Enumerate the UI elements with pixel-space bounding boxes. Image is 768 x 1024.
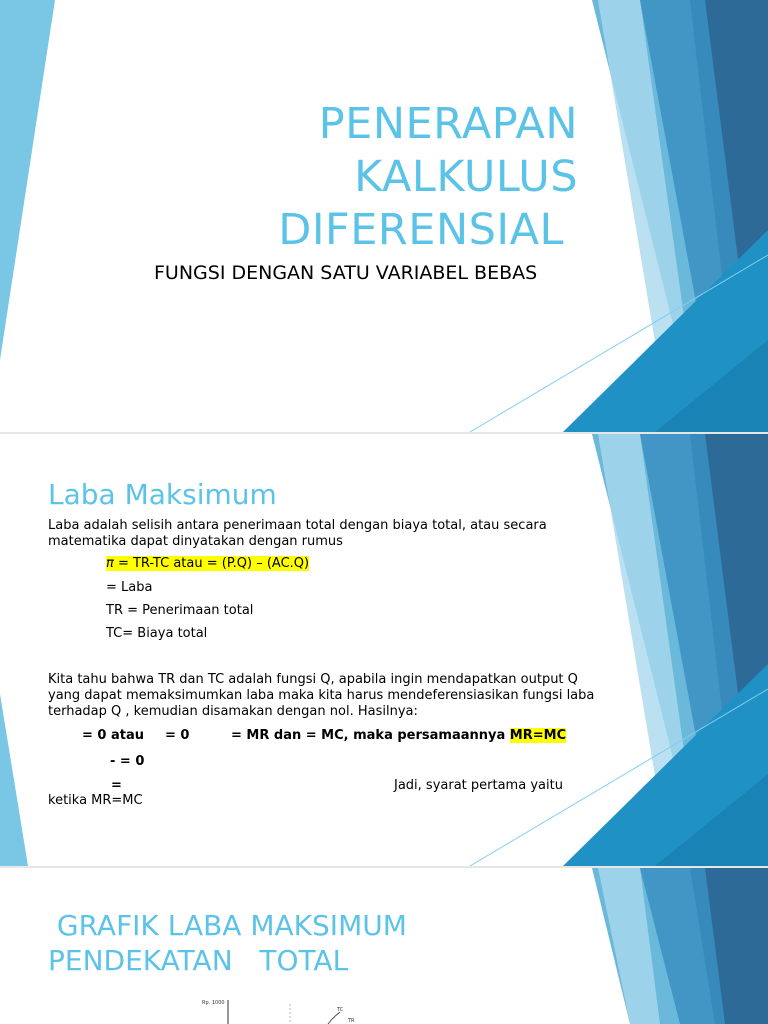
slide-heading: Laba Maksimum [48, 478, 277, 511]
definition-laba: = Laba [106, 580, 153, 595]
slide-heading [48, 908, 407, 978]
profit-chart-preview [190, 998, 390, 1024]
chart-y-label: Rp. 1000 [202, 1000, 225, 1006]
left-accent-triangle [0, 0, 55, 360]
derivative-eq-c [231, 728, 566, 744]
derivative-eq-2: - = 0 [110, 754, 145, 769]
chart-tc-curve [325, 1012, 340, 1024]
pi-symbol: π [106, 556, 114, 571]
title-line-3: DIFERENSIAL [278, 205, 564, 255]
derivative-eq-text: = MR dan = MC, maka persamaannya [231, 728, 506, 743]
intro-line: Laba adalah selisih antara penerimaan total dengan biaya total, atau secara [48, 518, 547, 533]
title-line-2: KALKULUS [354, 152, 578, 202]
conclusion-condition: ketika MR=MC [48, 793, 143, 808]
explanation-paragraph [48, 672, 594, 720]
chart-tc-label: TC [337, 1007, 344, 1013]
derivative-eq-b: = 0 [165, 728, 190, 743]
derivative-eq-a: = 0 atau [82, 728, 145, 743]
definition-tr: TR = Penerimaan total [106, 603, 254, 618]
mr-mc-highlight: MR=MC [509, 728, 567, 743]
explanation-line: yang dapat memaksimumkan laba maka kita harus mendeferensiasikan fungsi laba [48, 688, 595, 703]
intro-line: matematika dapat dinyatakan dengan rumus [48, 534, 343, 549]
formula-text: = TR-TC atau = (P.Q) – (AC.Q) [113, 556, 310, 571]
left-accent-triangle [0, 694, 28, 866]
formula-highlight [106, 556, 309, 571]
intro-paragraph [48, 518, 547, 550]
explanation-line: terhadap Q , kemudian disamakan dengan nol. Hasilnya: [48, 704, 418, 719]
profit-formula [106, 556, 309, 572]
heading-line-1: GRAFIK LABA MAKSIMUM [48, 909, 407, 942]
heading-line-2: PENDEKATAN TOTAL [48, 944, 349, 977]
slide-laba-maksimum [0, 434, 768, 866]
chart-tr-label: TR [348, 1018, 355, 1024]
definition-tc: TC= Biaya total [106, 626, 208, 641]
derivative-eq-3: = [111, 778, 122, 793]
slide-subtitle: FUNGSI DENGAN SATU VARIABEL BEBAS [154, 262, 538, 284]
slide-grafik [0, 868, 768, 1024]
explanation-line: Kita tahu bahwa TR dan TC adalah fungsi Q, apabila ingin mendapatkan output Q [48, 672, 578, 687]
conclusion-text: Jadi, syarat pertama yaitu [394, 778, 563, 793]
slide-title [0, 0, 768, 432]
slide-title-text [178, 98, 578, 257]
title-line-1: PENERAPAN [318, 99, 578, 149]
